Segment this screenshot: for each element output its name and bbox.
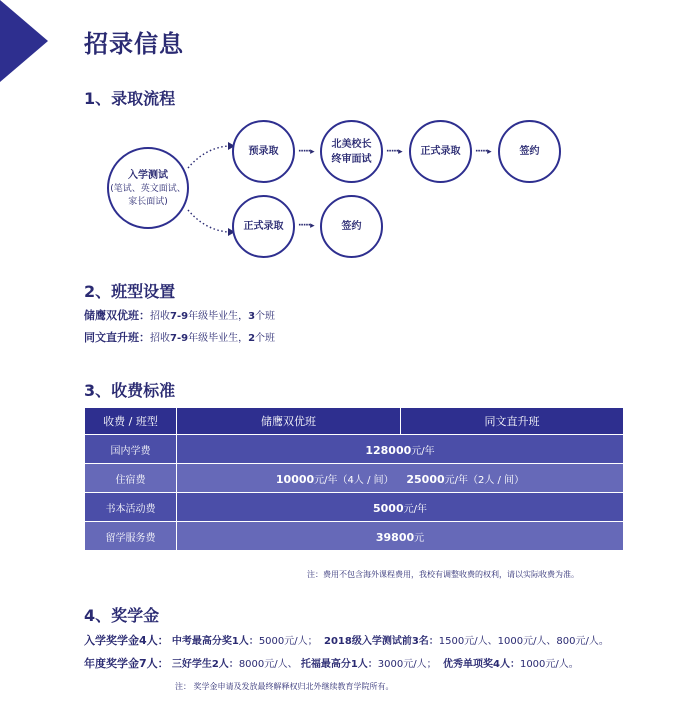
- fee-value: [177, 435, 624, 464]
- scholarship-item: 中考最高分奖1人：: [171, 636, 259, 647]
- fee-row: [85, 464, 624, 493]
- class-item: [84, 329, 275, 345]
- flow-step-label: 终审面试: [331, 153, 372, 165]
- flow-arrow: ·····▸: [386, 147, 402, 157]
- flow-step-label: 入学测试: [128, 169, 168, 181]
- flow-arrow: ·····▸: [475, 147, 491, 157]
- class-name: 同文直升班：: [84, 331, 150, 344]
- section-title-fees: 3、收费标准: [84, 381, 176, 400]
- fee-unit: 元/年（2人 / 间）: [444, 474, 525, 486]
- class-text: 招收: [150, 311, 170, 322]
- fee-row-label: 书本活动费: [85, 493, 177, 522]
- fee-unit: 元: [414, 532, 425, 544]
- fee-unit: 元/年: [411, 445, 435, 457]
- fee-table: [84, 407, 624, 551]
- scholarship-item: 托福最高分1人：: [300, 659, 378, 670]
- section-title-classes: 2、班型设置: [84, 282, 176, 301]
- scholarship-item: 优秀单项奖4人：: [442, 659, 520, 670]
- flow-arrow: ·····▸: [298, 221, 314, 231]
- class-text: 个班: [255, 333, 276, 344]
- flow-step-pre-admission: [232, 120, 295, 183]
- fee-row: [85, 493, 624, 522]
- fee-unit: 元/年: [403, 503, 427, 515]
- fee-row: [85, 522, 624, 551]
- fee-amount: 5000: [373, 501, 404, 515]
- fee-row-label: 留学服务费: [85, 522, 177, 551]
- flow-step-label: 签约: [519, 146, 540, 157]
- fee-unit: 元/年（4人 / 间）: [314, 474, 394, 486]
- fee-table-header: [85, 408, 624, 435]
- flow-step-sign-direct: [320, 195, 383, 258]
- scholarship-lead: 入学奖学金4人：: [84, 634, 169, 647]
- scholarship-line: [84, 655, 579, 671]
- fee-header-cell: 储鹰双优班: [177, 408, 401, 435]
- fee-row-label: 住宿费: [85, 464, 177, 493]
- section-title-scholarship: 4、奖学金: [84, 606, 160, 625]
- flow-step-entrance-test: [107, 147, 189, 229]
- scholarship-amount: 1500元/人、1000元/人、800元/人。: [438, 636, 609, 647]
- flow-step-label: 签约: [341, 221, 362, 232]
- fee-value: [177, 493, 624, 522]
- fee-amount: 128000: [365, 443, 412, 457]
- class-text: 招收: [150, 333, 170, 344]
- flow-step-label: 北美校长: [331, 138, 372, 150]
- fee-note: 注：费用不包含海外课程费用，我校有调整收费的权利，请以实际收费为准。: [307, 570, 579, 579]
- flow-step-label: 预录取: [248, 146, 279, 157]
- scholarship-lead: 年度奖学金7人：: [84, 657, 169, 670]
- section-title-admission: 1、录取流程: [84, 89, 176, 108]
- class-text: 年级毕业生，: [188, 311, 249, 322]
- class-text: 个班: [255, 311, 276, 322]
- class-count: 2: [248, 333, 256, 344]
- flow-step-label: 正式录取: [243, 221, 284, 232]
- fee-value: [177, 522, 624, 551]
- fee-value: [177, 464, 624, 493]
- scholarship-amount: 8000元/人、: [238, 659, 298, 670]
- class-text: 年级毕业生，: [188, 333, 249, 344]
- flow-arrow: ·····▸: [298, 147, 314, 157]
- flow-step-principal-interview: [320, 120, 383, 183]
- fee-header-cell: 同文直升班: [401, 408, 624, 435]
- scholarship-amount: 1000元/人。: [519, 659, 579, 670]
- class-grade: 7-9: [170, 333, 189, 344]
- fee-amount: 25000: [406, 472, 445, 486]
- class-grade: 7-9: [170, 311, 189, 322]
- scholarship-note: 注： 奖学金申请及发放最终解释权归北外继续教育学院所有。: [175, 682, 394, 691]
- fee-row-label: 国内学费: [85, 435, 177, 464]
- fee-amount: 39800: [375, 530, 415, 544]
- scholarship-amount: 3000元/人；: [377, 659, 437, 670]
- flow-step-formal-admission-direct: [232, 195, 295, 258]
- flow-step-sublabel: (笔试、英文面试、: [110, 183, 186, 194]
- flow-step-sublabel: 家长面试): [128, 196, 168, 207]
- flow-step-sign: [498, 120, 561, 183]
- page-title: 招录信息: [84, 30, 184, 58]
- class-name: 储鹰双优班：: [84, 309, 150, 322]
- fee-header-cell: 收费 / 班型: [85, 408, 177, 435]
- class-item: [84, 307, 275, 323]
- scholarship-amount: 5000元/人；: [258, 636, 318, 647]
- fee-amount: 10000: [275, 472, 315, 486]
- scholarship-item: 三好学生2人：: [171, 659, 239, 670]
- fee-row: [85, 435, 624, 464]
- class-count: 3: [248, 311, 256, 322]
- corner-decoration: [0, 0, 48, 82]
- flow-step-formal-admission: [409, 120, 472, 183]
- scholarship-item: 2018级入学测试前3名：: [324, 636, 439, 647]
- flow-step-label: 正式录取: [420, 146, 461, 157]
- scholarship-line: [84, 632, 609, 648]
